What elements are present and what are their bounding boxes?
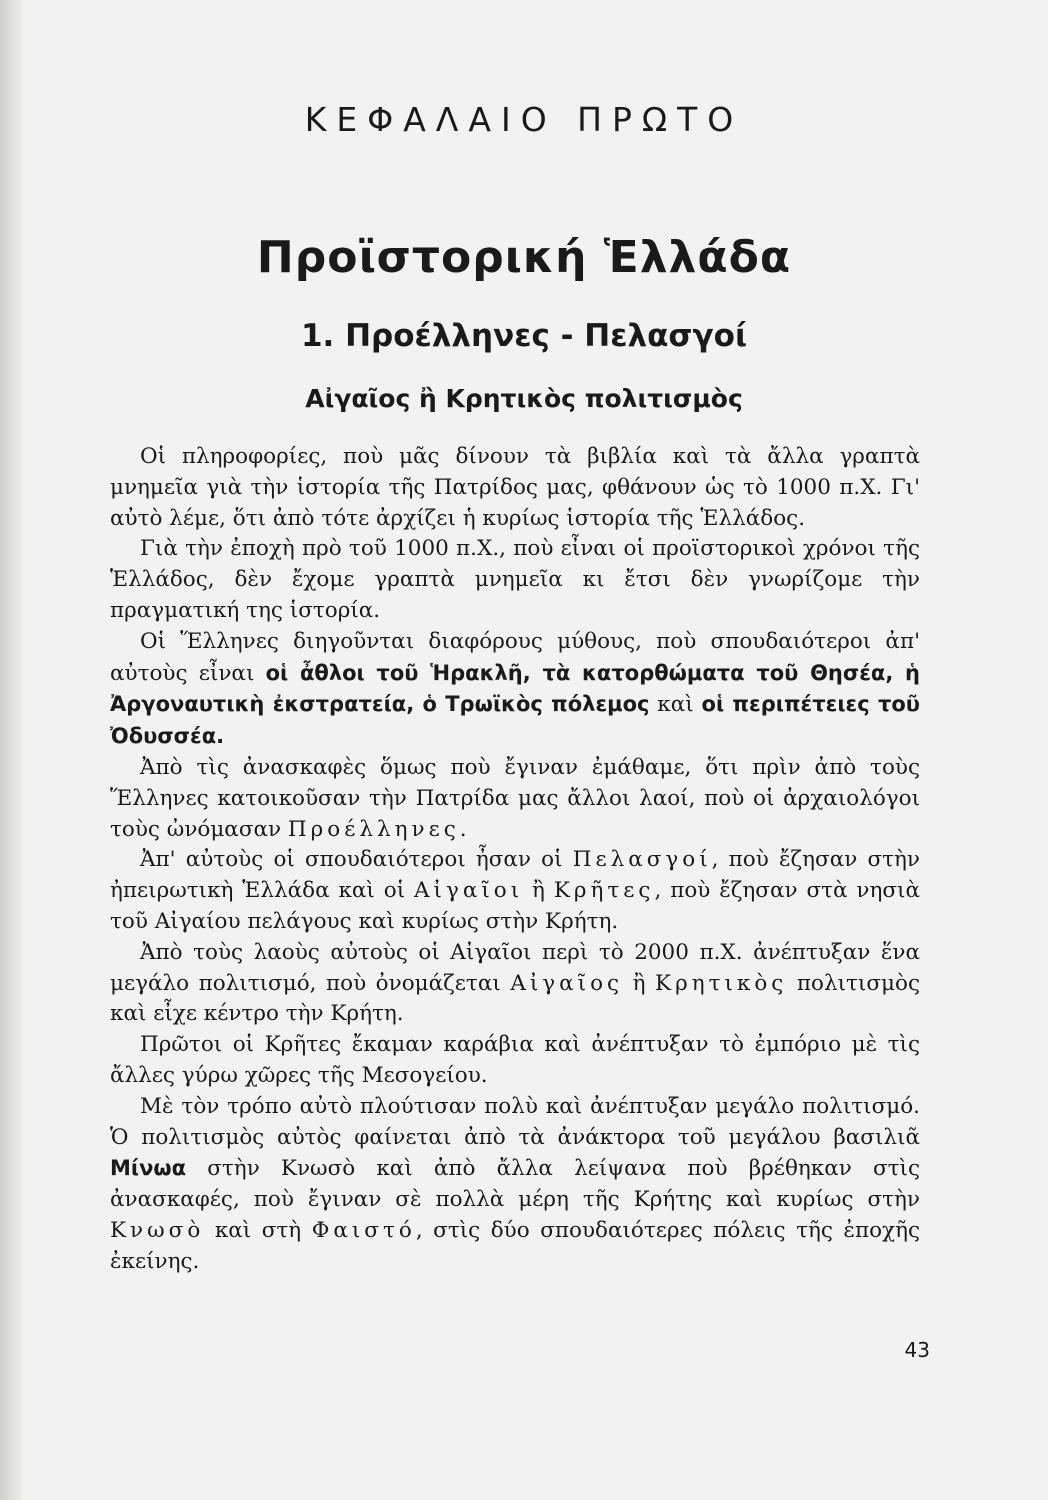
aigaioi-spaced-text: Αἰγαῖοι [414,878,524,904]
krites-spaced-text: Κρῆτες [553,878,655,904]
paragraph-7: Πρῶτοι οἱ Κρῆτες ἔκαμαν καράβια καὶ ἀνέπτυξαν τὸ ἐμπόριο μὲ τὶς ἄλλες γύρω χῶρες τῆς Μεσογείου. [110,1032,920,1088]
paragraph-3 [110,627,920,753]
subsection-title: Αἰγαῖος ἢ Κρητικὸς πολιτισμὸς [305,384,743,413]
paragraph-4 [110,753,920,845]
paragraph-4-end: . [459,816,467,842]
paragraph-2: Γιὰ τὴν ἐποχὴ πρὸ τοῦ 1000 π.Χ., ποὺ εἶναι οἱ προϊστορικοὶ χρόνοι τῆς Ἑλλάδος, δὲν ἔχομε γραπτὰ μνημεῖα κι ἔτσι δὲν γνωρίζομε τὴν πραγματική της ἱστορία. [110,536,920,623]
paragraph-4-text: Ἀπὸ τὶς ἀνασκαφὲς ὅμως ποὺ ἔγιναν ἐμάθαμε, ὅτι πρὶν ἀπὸ τοὺς Ἕλληνες κατοικοῦσαν τὴν Πατρίδα μας ἄλλοι λαοί, ποὺ οἱ ἀρχαιολόγοι τοὺς ὠνόμασαν [110,754,920,842]
paragraph-8-text-e: καὶ στὴ [204,1217,312,1243]
paragraph-6 [110,938,920,1030]
minoa-bold-text: Μίνωα [110,1156,187,1181]
aigaios-spaced-text: Αἰγαῖος [510,970,624,996]
paragraph-3-text: Οἱ Ἕλληνες διηγοῦνται διαφόρους μύθους, ποὺ σπουδαιότεροι ἀπ' αὐτοὺς εἶναι [110,628,920,686]
section-title: 1. Προέλληνες - Πελασγοί [300,318,748,354]
body-text [110,442,920,1278]
paragraph-5-text-g: , ποὺ ἔζησαν στὰ νησιὰ τοῦ Αἰγαίου πελάγους καὶ κυρίως στὴν Κρήτη. [110,878,920,934]
page-number: 43 [904,1338,930,1362]
paragraph-5-text-a: Ἀπ' αὐτοὺς οἱ σπουδαιότεροι ἦσαν οἱ [140,847,573,873]
myths-bold-text: οἱ ἆθλοι τοῦ Ἡρακλῆ, τὰ κατορθώματα τοῦ Θησέα, ἡ Ἀργοναυτικὴ ἐκστρατεία, ὁ Τρωϊκὸς πόλεμος [110,660,920,717]
paragraph-5 [110,845,920,937]
proellines-spaced-text: Προέλληνες [287,816,460,842]
paragraph-8-text-c: στὴν Κνωσὸ καὶ ἀπὸ ἄλλα λείψανα ποὺ βρέθηκαν στὶς ἀνασκαφές, ποὺ ἔγιναν σὲ πολλὰ μέρη τῆς Κρήτης καὶ κυρίως στὴν [110,1156,920,1213]
kritikos-spaced-text: Κρητικὸς [655,970,788,996]
paragraph-6-text-a: Ἀπὸ τοὺς λαοὺς αὐτοὺς οἱ Αἰγαῖοι περὶ τὸ 2000 π.Χ. ἀνέπτυξαν ἕνα μεγάλο πολιτισμό, ποὺ ὀνομάζεται [110,939,920,996]
knosos-spaced-text: Κνωσὸ [110,1217,205,1243]
paragraph-1: Οἱ πληροφορίες, ποὺ μᾶς δίνουν τὰ βιβλία καὶ τὰ ἄλλα γραπτὰ μνημεῖα γιὰ τὴν ἱστορία τῆς Πατρίδος μας, φθάνουν ὡς τὸ 1000 π.Χ. Γι' αὐτὸ λέμε, ὅτι ἀπὸ τότε ἀρχίζει ἡ κυρίως ἱστορία τῆς Ἑλλάδος. [110,444,920,531]
paragraph-8-text-g: , στὶς δύο σπουδαιότερες πόλεις τῆς ἐποχῆς ἐκείνης. [110,1217,920,1274]
faistos-spaced-text: Φαιστό [311,1217,416,1243]
paragraph-5-text-c: , ποὺ ἔζησαν στὴν ἠπειρωτικὴ Ἑλλάδα καὶ οἱ [110,847,920,904]
paragraph-8 [110,1092,920,1278]
chapter-heading: ΚΕΦΑΛΑΙΟ ΠΡΩΤΟ [304,100,744,139]
paragraph-8-text-a: Μὲ τὸν τρόπο αὐτὸ πλούτισαν πολὺ καὶ ἀνέπτυξαν μεγάλο πολιτισμό. Ὁ πολιτισμὸς αὐτὸς φαίνεται ἀπὸ τὰ ἀνάκτορα τοῦ μεγάλου βασιλιᾶ [110,1093,920,1150]
paragraph-5-text-e: ἢ [523,878,554,904]
paragraph-6-text-c: ἢ [623,970,656,996]
paragraph-6-text-e: πολιτισμὸς καὶ εἶχε κέντρο τὴν Κρήτη. [110,970,920,1027]
page-title: Προϊστορική Ἑλλάδα [256,232,792,283]
paragraph-3-conj: καὶ [649,692,702,718]
odyssey-bold-text: οἱ περιπέτειες τοῦ Ὀδυσσέα. [110,692,920,749]
pelasgoi-spaced-text: Πελασγοί [572,847,712,873]
